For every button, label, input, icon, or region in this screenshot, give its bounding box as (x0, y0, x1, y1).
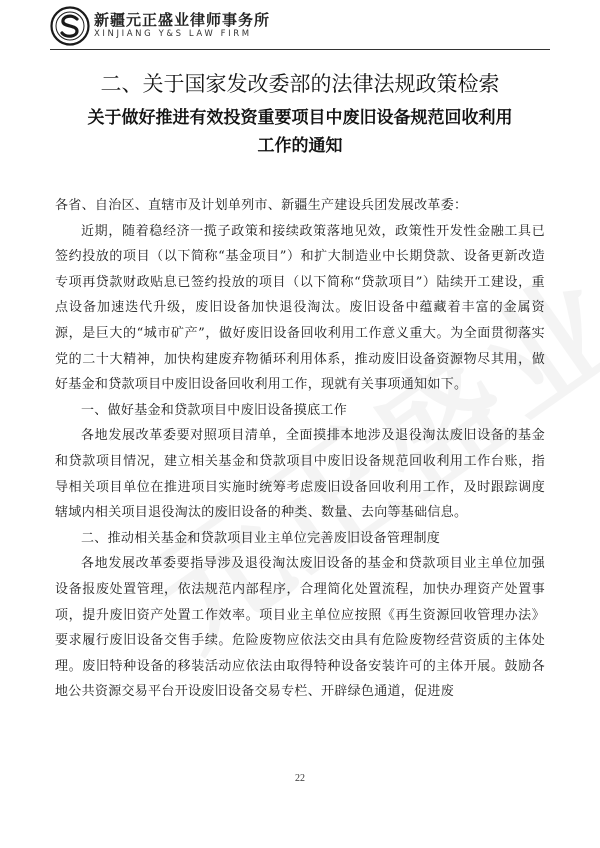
firm-name-en: XINJIANG Y&S LAW FIRM (94, 29, 252, 39)
subheading-1: 一、做好基金和贷款项目中废旧设备摸底工作 (81, 402, 348, 418)
salutation: 各省、自治区、直辖市及计划单列市、新疆生产建设兵团发展改革委： (55, 198, 468, 213)
header-divider (50, 49, 550, 50)
paragraph-intro: 近期，随着稳经济一揽子政策和接续政策落地见效，政策性开发性金融工具已签约投放的项目（以下简称“基金项目”）和扩大制造业中长期贷款、设备更新改造专项再贷款财政贴息已签约投放的项目（以下简称“贷款项目”）陆续开工建设，重点设备加速迭代升级，废旧设备加快退役淘汰。废旧设备中蕴藏着丰富的金属资源，是巨大的“城市矿产”，做好废旧设备回收利用工作意义重大。为全面贯彻落实党的二十大精神，加快构建废弃物循环利用体系，推动废旧设备资源物尽其用，做好基金和贷款项目中废旧设备回收利用工作，现就有关事项通知如下。 (55, 223, 545, 393)
paragraph-1: 各地发展改革委要对照项目清单，全面摸排本地涉及退役淘汰废旧设备的基金和贷款项目情况，建立相关基金和贷款项目中废旧设备规范回收利用工作台账，指导相关项目单位在推进项目实施时统筹考虑废旧设备回收利用工作，及时跟踪调度辖域内相关项目退役淘汰的废旧设备的种类、数量、去向等基础信息。 (55, 428, 545, 521)
firm-logo-icon (50, 6, 90, 46)
paragraph-2: 各地发展改革委要指导涉及退役淘汰废旧设备的基金和贷款项目业主单位加强设备报废处置管理，依法规范内部程序，合理简化处置流程，加快办理资产处置事项，提升废旧资产处置工作效率。项目业主单位应按照《再生资源回收管理办法》要求履行废旧设备交售手续。危险废物应依法交由具有危险废物经营资质的主体处理。废旧特种设备的移装活动应依法由取得特种设备安装许可的主体开展。鼓励各地公共资源交易平台开设废旧设备交易专栏、开辟绿色通道，促进废 (55, 556, 545, 700)
document-title-line-2: 工作的通知 (257, 136, 343, 156)
page-number: 22 (295, 773, 305, 784)
document-title (0, 104, 600, 160)
letterhead (50, 6, 570, 50)
subheading-2: 二、推动相关基金和贷款项目业主单位完善废旧设备管理制度 (81, 530, 441, 546)
firm-name-cn: 新疆元正盛业律师事务所 (94, 11, 271, 29)
document-title-line-1: 关于做好推进有效投资重要项目中废旧设备规范回收利用 (87, 108, 513, 128)
document-body (55, 193, 545, 705)
section-heading: 二、关于国家发改委部的法律法规政策检索 (100, 72, 500, 96)
